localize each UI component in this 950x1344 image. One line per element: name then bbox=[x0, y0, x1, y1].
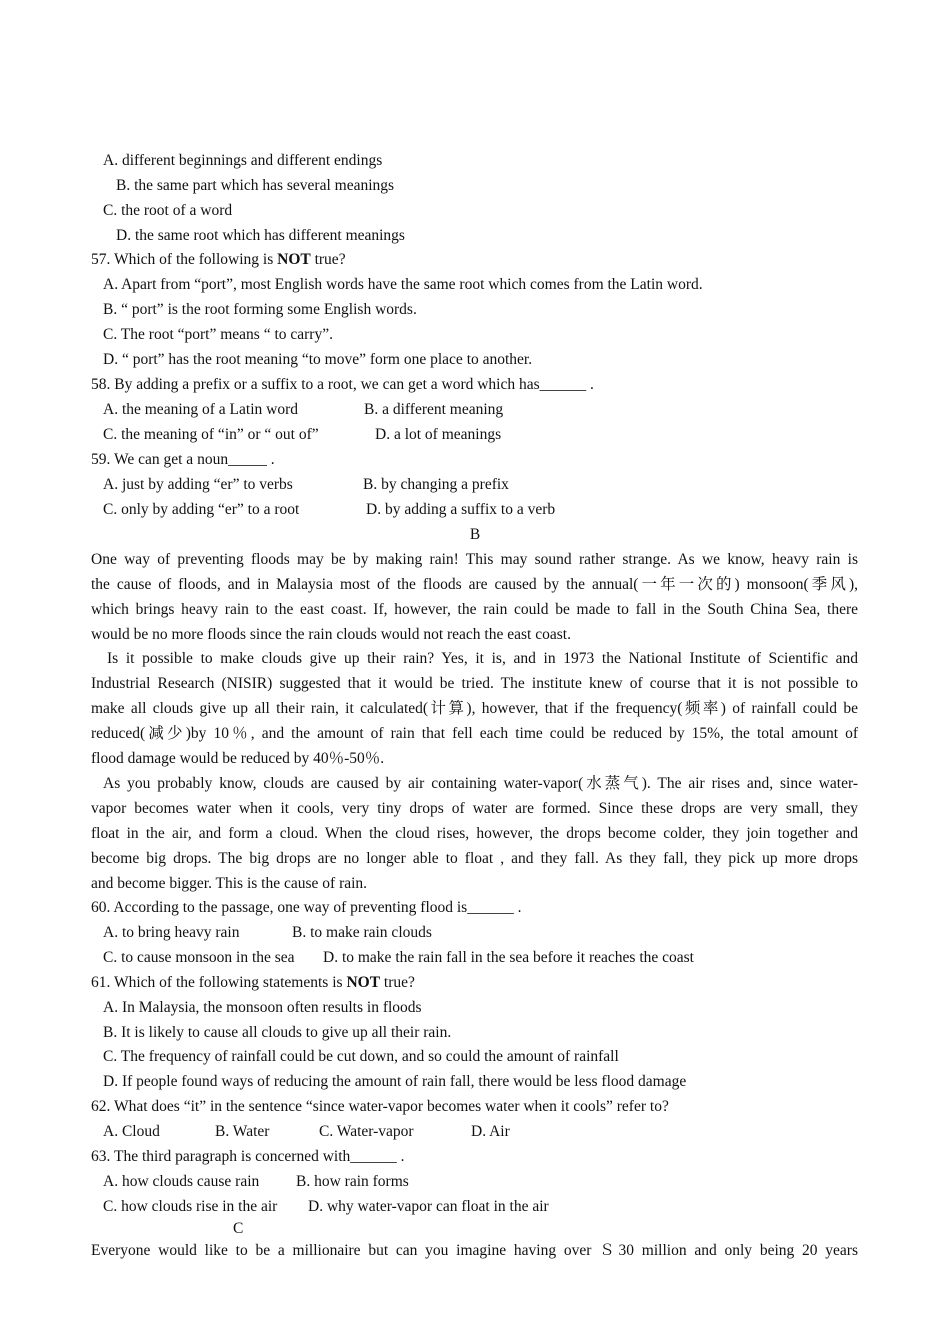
passage-b-p3-line1: As you probably know, clouds are caused by air containing water-vapor(水蒸气). The air rises and, since water- bbox=[103, 775, 858, 792]
section-b-heading: B bbox=[469, 526, 481, 543]
passage-b-p3-line2: vapor becomes water when it cools, very tiny drops of water are formed. Since these drops are very small, they bbox=[91, 800, 858, 817]
q63-option-a: A. how clouds cause rain bbox=[103, 1173, 260, 1190]
q63-stem: 63. The third paragraph is concerned with______ . bbox=[91, 1148, 405, 1165]
q62-option-a: A. Cloud bbox=[103, 1123, 160, 1140]
q58-option-c: C. the meaning of “in” or “ out of” bbox=[103, 426, 319, 443]
passage-b-p3-line5: and become bigger. This is the cause of rain. bbox=[91, 875, 368, 892]
q58-stem: 58. By adding a prefix or a suffix to a root, we can get a word which has______ . bbox=[91, 376, 594, 393]
q59-option-d: D. by adding a suffix to a verb bbox=[366, 501, 556, 518]
passage-b-p2-line5: flood damage would be reduced by 40％-50％. bbox=[91, 750, 385, 767]
q61-option-b: B. It is likely to cause all clouds to give up all their rain. bbox=[103, 1024, 452, 1041]
q59-option-a: A. just by adding “er” to verbs bbox=[103, 476, 293, 493]
q61-stem: 61. Which of the following statements is NOT true? bbox=[91, 974, 415, 991]
q60-option-c: C. to cause monsoon in the sea bbox=[103, 949, 295, 966]
section-c-heading: C bbox=[233, 1220, 244, 1237]
passage-b-p1-line1: One way of preventing floods may be by making rain! This may sound rather strange. As we know, heavy rain is bbox=[91, 551, 858, 568]
q63-option-b: B. how rain forms bbox=[296, 1173, 409, 1190]
q57-option-b: B. “ port” is the root forming some English words. bbox=[103, 301, 417, 318]
passage-b-p2-line2: Industrial Research (NISIR) suggested that it would be tried. The institute knew of course that it is not possible to bbox=[91, 675, 858, 692]
passage-b-p2-line3: make all clouds give up all their rain, it calculated(计算), however, that if the frequency(频率) of rainfall could be bbox=[91, 700, 858, 717]
q57-option-d: D. “ port” has the root meaning “to move” form one place to another. bbox=[103, 351, 533, 368]
q60-option-a: A. to bring heavy rain bbox=[103, 924, 240, 941]
q60-stem: 60. According to the passage, one way of preventing flood is______ . bbox=[91, 899, 522, 916]
q61-option-c: C. The frequency of rainfall could be cut down, and so could the amount of rainfall bbox=[103, 1048, 619, 1065]
q62-option-b: B. Water bbox=[215, 1123, 270, 1140]
q58-option-d: D. a lot of meanings bbox=[375, 426, 502, 443]
q59-stem: 59. We can get a noun_____ . bbox=[91, 451, 275, 468]
passage-b-p1-line4: would be no more floods since the rain clouds would not reach the east coast. bbox=[91, 626, 571, 643]
q56-option-b: B. the same part which has several meanings bbox=[116, 177, 395, 194]
q62-stem: 62. What does “it” in the sentence “since water-vapor becomes water when it cools” refer to? bbox=[91, 1098, 669, 1115]
q56-option-a: A. different beginnings and different endings bbox=[103, 152, 383, 169]
passage-b-p3-line3: float in the air, and form a cloud. When the cloud rises, however, the drops become colder, they join together and bbox=[91, 825, 858, 842]
q59-option-c: C. only by adding “er” to a root bbox=[103, 501, 300, 518]
q56-option-c: C. the root of a word bbox=[103, 202, 233, 219]
q61-option-a: A. In Malaysia, the monsoon often results in floods bbox=[103, 999, 422, 1016]
passage-b-p1-line3: which brings heavy rain to the east coast. If, however, the rain could be made to fall in the South China Sea, there bbox=[91, 601, 858, 618]
q57-option-c: C. The root “port” means “ to carry”. bbox=[103, 326, 333, 343]
q63-option-c: C. how clouds rise in the air bbox=[103, 1198, 278, 1215]
q63-option-d: D. why water-vapor can float in the air bbox=[308, 1198, 549, 1215]
q61-option-d: D. If people found ways of reducing the amount of rain fall, there would be less flood damage bbox=[103, 1073, 687, 1090]
passage-b-p1-line2: the cause of floods, and in Malaysia most of the floods are caused by the annual(一年一次的) monsoon(季风), bbox=[91, 576, 858, 593]
q59-option-b: B. by changing a prefix bbox=[363, 476, 509, 493]
passage-b-p2-line1: Is it possible to make clouds give up their rain? Yes, it is, and in 1973 the National Institute of Scientific and bbox=[107, 650, 858, 667]
q58-option-a: A. the meaning of a Latin word bbox=[103, 401, 298, 418]
q57-option-a: A. Apart from “port”, most English words have the same root which comes from the Latin word. bbox=[103, 276, 703, 293]
passage-b-p2-line4: reduced(减少)by 10％, and the amount of rain that fell each time could be reduced by 15%, the total amount of bbox=[91, 725, 858, 742]
q60-option-d: D. to make the rain fall in the sea before it reaches the coast bbox=[323, 949, 694, 966]
q60-option-b: B. to make rain clouds bbox=[292, 924, 432, 941]
q62-option-d: D. Air bbox=[471, 1123, 510, 1140]
q56-option-d: D. the same root which has different meanings bbox=[116, 227, 405, 244]
q57-stem: 57. Which of the following is NOT true? bbox=[91, 251, 346, 268]
q58-option-b: B. a different meaning bbox=[364, 401, 504, 418]
q62-option-c: C. Water-vapor bbox=[319, 1123, 414, 1140]
passage-b-p3-line4: become big drops. The big drops are no longer able to float , and they fall. As they fall, they pick up more drops bbox=[91, 850, 858, 867]
passage-c-line1: Everyone would like to be a millionaire but can you imagine having over Ｓ30 million and only being 20 years bbox=[91, 1242, 858, 1259]
